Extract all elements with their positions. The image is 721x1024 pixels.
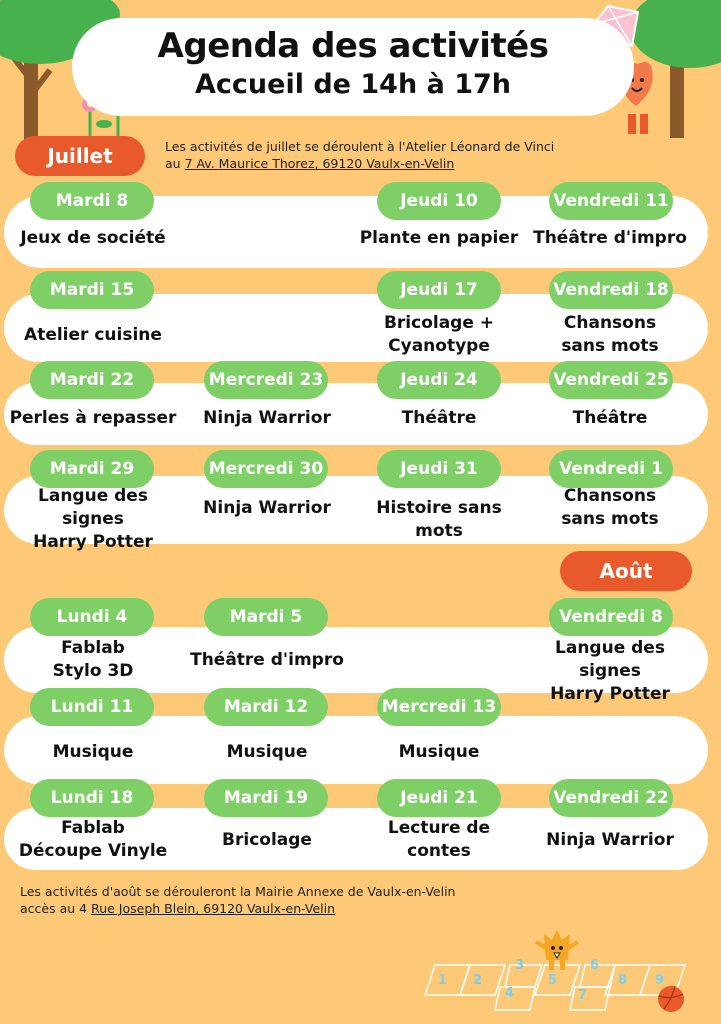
- activity-label: Théâtre d'impro: [533, 227, 687, 248]
- day-label: Jeudi 21: [377, 779, 501, 817]
- august-location-info: Les activités d'août se dérouleront la Mairie Annexe de Vaulx-en-Velin accès au 4 Rue Joseph Blein, 69120 Vaulx-en-Velin: [20, 884, 456, 916]
- hopscotch-number: 9: [655, 973, 665, 988]
- activity-label: Ninja Warrior: [546, 829, 674, 850]
- activity-label: Lecture de contes: [387, 818, 491, 861]
- day-label: Jeudi 31: [377, 450, 501, 488]
- hopscotch-number: 1: [438, 973, 448, 988]
- day-label: Jeudi 24: [377, 361, 501, 399]
- activity-label: Langue des signes Harry Potter: [33, 486, 153, 552]
- activity-label: Chansons sans mots: [561, 313, 659, 356]
- activity-label: Perles à repasser: [9, 407, 177, 428]
- activity-label: Plante en papier: [359, 227, 519, 248]
- month-label-august: Août: [560, 551, 692, 591]
- activity-label: Théâtre: [572, 407, 648, 428]
- character-illustration: [532, 928, 582, 972]
- day-label: Mercredi 13: [377, 688, 501, 726]
- day-label: Lundi 4: [30, 598, 154, 636]
- day-label: Vendredi 1: [549, 450, 673, 488]
- activity-label: Bricolage + Cyanotype: [383, 313, 495, 356]
- page-title: Agenda des activités: [157, 26, 549, 66]
- month-label-july: Juillet: [15, 136, 145, 176]
- hopscotch-number: 8: [618, 973, 628, 988]
- activity-label: Langue des signes Harry Potter: [550, 638, 670, 704]
- activity-label: Musique: [52, 741, 134, 762]
- day-label: Vendredi 11: [549, 182, 673, 220]
- day-label: Lundi 18: [30, 779, 154, 817]
- day-label: Mercredi 23: [204, 361, 328, 399]
- hopscotch-number: 6: [590, 958, 600, 973]
- day-label: Mardi 15: [30, 271, 154, 309]
- july-location-info: Les activités de juillet se déroulent à l'Atelier Léonard de Vinci au 7 Av. Maurice Thorez, 69120 Vaulx-en-Velin: [165, 139, 555, 171]
- hopscotch-number: 7: [578, 988, 588, 1003]
- day-label: Vendredi 18: [549, 271, 673, 309]
- hopscotch-number: 3: [515, 958, 525, 973]
- day-label: Mardi 22: [30, 361, 154, 399]
- page-subtitle: Accueil de 14h à 17h: [195, 69, 511, 100]
- august-address-link[interactable]: Rue Joseph Blein, 69120 Vaulx-en-Velin: [91, 901, 336, 916]
- day-label: Mardi 8: [30, 182, 154, 220]
- july-address-link[interactable]: 7 Av. Maurice Thorez, 69120 Vaulx-en-Velin: [184, 156, 455, 171]
- day-label: Jeudi 10: [377, 182, 501, 220]
- title-card: [72, 18, 634, 116]
- day-label: Mardi 12: [204, 688, 328, 726]
- activity-label: Musique: [226, 741, 308, 762]
- activity-label: Fablab Découpe Vinyle: [18, 818, 168, 861]
- day-label: Vendredi 25: [549, 361, 673, 399]
- day-label: Mardi 5: [204, 598, 328, 636]
- hopscotch-number: 2: [473, 973, 483, 988]
- hopscotch-number: 5: [548, 973, 558, 988]
- activity-label: Ninja Warrior: [203, 497, 331, 518]
- activity-label: Bricolage: [222, 829, 312, 850]
- day-label: Mardi 29: [30, 450, 154, 488]
- activity-label: Théâtre d'impro: [190, 649, 344, 670]
- activity-label: Atelier cuisine: [24, 324, 162, 345]
- activity-label: Musique: [398, 741, 480, 762]
- activity-label: Chansons sans mots: [561, 486, 659, 529]
- ball-icon: [656, 984, 686, 1014]
- activity-label: Ninja Warrior: [203, 407, 331, 428]
- activity-label: Histoire sans mots: [376, 497, 502, 541]
- day-label: Jeudi 17: [377, 271, 501, 309]
- day-label: Vendredi 8: [549, 598, 673, 636]
- day-label: Lundi 11: [30, 688, 154, 726]
- day-label: Mardi 19: [204, 779, 328, 817]
- activity-label: Jeux de société: [20, 227, 166, 248]
- activity-label: Fablab Stylo 3D: [52, 638, 134, 681]
- day-label: Vendredi 22: [549, 779, 673, 817]
- activity-label: Théâtre: [401, 407, 477, 428]
- day-label: Mercredi 30: [204, 450, 328, 488]
- hopscotch-number: 4: [505, 986, 515, 1001]
